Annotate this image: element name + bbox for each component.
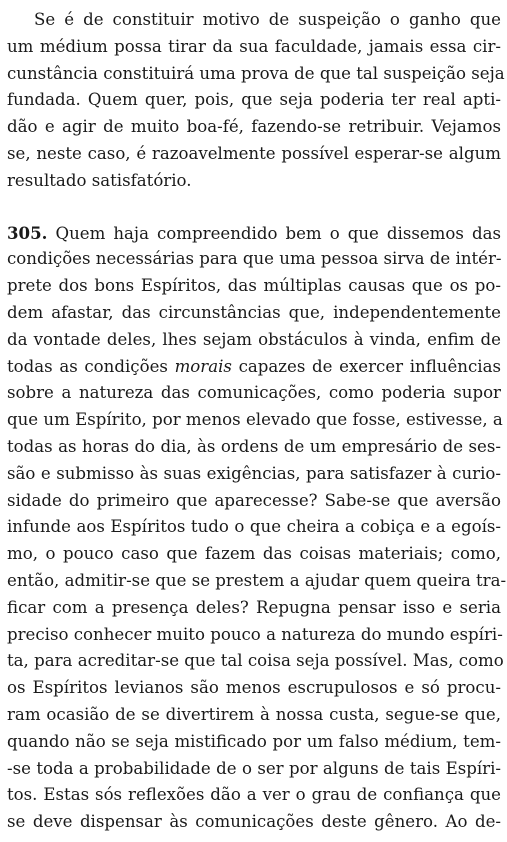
text-line: ta, para acreditar-se que tal coisa seja possível. Mas, como bbox=[7, 651, 504, 671]
text-line: Se é de constituir motivo de suspeição o ganho que bbox=[34, 10, 501, 29]
text-line: da vontade deles, lhes sejam obstáculos à vinda, enfim de bbox=[7, 329, 501, 349]
text-line: então, admitir-se que se prestem a ajudar quem queira tra- bbox=[7, 570, 507, 590]
text-line: preciso conhecer muito pouco a natureza do mundo espíri- bbox=[7, 624, 503, 644]
text-line: mo, o pouco caso que fazem das coisas materiais; como, bbox=[7, 544, 501, 564]
text-line: todas as horas do dia, às ordens de um empresário de ses- bbox=[7, 436, 501, 456]
text-line: ram ocasião de se divertirem à nossa custa, segue-se que, bbox=[7, 704, 501, 724]
text-line: resultado satisfatório. bbox=[7, 170, 192, 190]
text-line: cunstância constituirá uma prova de que tal suspeição seja bbox=[7, 63, 505, 83]
text-line bbox=[7, 220, 501, 247]
italic-word: morais bbox=[174, 356, 232, 376]
text-line: se, neste caso, é razoavelmente possível esperar-se algum bbox=[7, 143, 501, 163]
paragraph-1 bbox=[7, 7, 505, 195]
text-line: os Espíritos levianos são menos escrupulosos e só procu- bbox=[7, 678, 501, 698]
paragraph-2 bbox=[7, 220, 507, 836]
text-line: quando não se seja mistificado por um falso médium, tem- bbox=[7, 731, 501, 751]
section-number: 305. bbox=[7, 222, 48, 243]
text-line: prete dos bons Espíritos, das múltiplas causas que os po- bbox=[7, 276, 501, 296]
text-line: são e submisso às suas exigências, para satisfazer à curio- bbox=[7, 463, 501, 483]
text-line: ficar com a presença deles? Repugna pensar isso e seria bbox=[7, 597, 501, 617]
text-line: dem afastar, das circunstâncias que, independentemente bbox=[7, 302, 501, 322]
text-segment: capazes de exercer influências bbox=[231, 356, 501, 376]
text-line: dão e agir de muito boa-fé, fazendo-se retribuir. Vejamos bbox=[7, 117, 501, 137]
text-line: sidade do primeiro que aparecesse? Sabe-se que aversão bbox=[7, 490, 501, 510]
text-line: infunde aos Espíritos tudo o que cheira a cobiça e a egoís- bbox=[7, 517, 501, 537]
text-line: que um Espírito, por menos elevado que fosse, estivesse, a bbox=[7, 410, 503, 430]
text-line: condições necessárias para que uma pessoa sirva de intér- bbox=[7, 249, 502, 269]
text-line: um médium possa tirar da sua faculdade, jamais essa cir- bbox=[7, 36, 501, 56]
text-segment: Quem haja compreendido bem o que dissemos das bbox=[47, 223, 501, 243]
text-line: fundada. Quem quer, pois, que seja poderia ter real apti- bbox=[7, 90, 501, 110]
paragraph-gap bbox=[7, 195, 501, 220]
text-line: sobre a natureza das comunicações, como poderia supor bbox=[7, 383, 501, 403]
text-line: se deve dispensar às comunicações deste gênero. Ao de- bbox=[7, 812, 501, 832]
text-segment: todas as condições bbox=[7, 356, 175, 376]
text-line: tos. Estas sós reflexões dão a ver o grau de confiança que bbox=[7, 785, 501, 805]
text-line: -se toda a probabilidade de o ser por alguns de tais Espíri- bbox=[7, 758, 501, 778]
text-line bbox=[7, 354, 501, 381]
